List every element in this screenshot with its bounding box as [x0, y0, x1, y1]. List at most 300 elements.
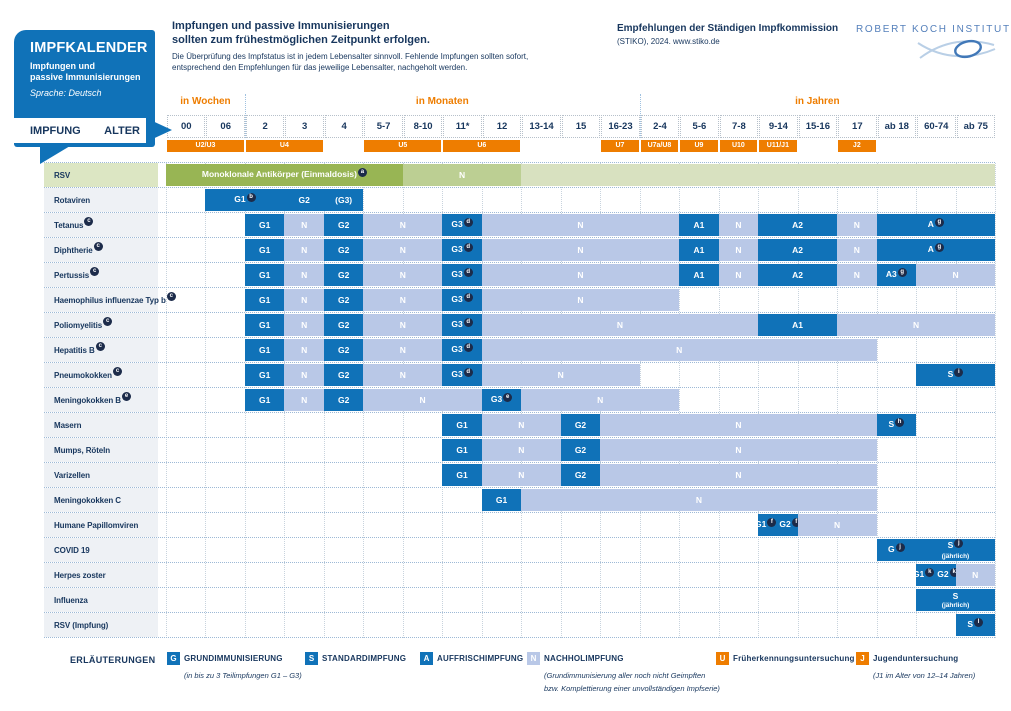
vaccine-bar-segment	[482, 339, 877, 361]
row-label-diphtherie: Diphtherie c	[44, 238, 158, 262]
dose-text: N	[458, 170, 466, 180]
vaccine-dose-label	[363, 364, 442, 386]
vaccine-dose-label	[482, 464, 561, 486]
checkup-J2: J2	[838, 140, 875, 152]
vaccine-dose-label	[877, 264, 916, 286]
vaccine-dose-label	[482, 264, 679, 286]
dose-text: A2	[792, 270, 804, 280]
vaccine-bar-segment	[877, 414, 916, 436]
dose-text: N	[301, 320, 308, 330]
vaccine-bar-segment	[284, 389, 323, 411]
vaccine-dose-label	[521, 489, 876, 511]
row-label-rsv-impfung-: RSV (Impfung)	[44, 613, 158, 637]
row-label-pertussis: Pertussis c	[44, 263, 158, 287]
vaccine-bar-segment	[877, 539, 995, 561]
vaccine-dose-label	[561, 414, 600, 436]
footnote-badge-d: d	[464, 243, 473, 252]
dose-text: N	[912, 320, 920, 330]
vaccine-dose-label	[284, 264, 323, 286]
footnote-badge-f: f	[767, 518, 776, 527]
age-column-11*: 11*	[443, 115, 481, 138]
dose-text: N	[597, 395, 604, 405]
vaccine-dose-label	[324, 314, 363, 336]
vaccine-dose-label	[719, 264, 758, 286]
footnote-badge-d: d	[464, 368, 473, 377]
age-section-label: in Monaten	[415, 96, 469, 107]
row-separator	[44, 188, 995, 213]
vaccine-bar-segment	[442, 214, 481, 236]
footnote-badge-d: d	[464, 218, 473, 227]
legend-label-G: GRUNDIMMUNISIERUNG	[184, 654, 283, 663]
vaccine-bar-segment	[837, 314, 995, 336]
vaccine-dose-label	[758, 239, 837, 261]
dose-text: N	[972, 570, 979, 580]
dose-text: S l	[967, 619, 983, 631]
vaccine-bar-segment	[561, 439, 600, 461]
dose-text: G2 f	[779, 519, 800, 531]
vaccine-dose-label	[837, 314, 995, 336]
vaccine-dose-label	[403, 164, 521, 186]
vaccine-dose-label	[482, 364, 640, 386]
vaccine-dose-label	[482, 314, 758, 336]
checkup-U4: U4	[246, 140, 323, 152]
vaccine-dose-label	[284, 214, 323, 236]
vaccine-bar-segment	[679, 214, 718, 236]
age-column-ab-18: ab 18	[878, 115, 916, 138]
vaccine-bar-segment	[284, 239, 323, 261]
vaccine-dose-label	[284, 189, 323, 211]
age-column-8-10: 8-10	[404, 115, 442, 138]
vaccine-bar-segment	[324, 214, 363, 236]
footnote-badge-d: d	[464, 293, 473, 302]
dose-text: N	[518, 445, 525, 455]
vaccine-dose-label	[245, 289, 284, 311]
footnote-badge-c: c	[96, 342, 105, 351]
dose-text: N	[577, 295, 584, 305]
vaccine-bar-segment	[442, 264, 481, 286]
vaccine-dose-label	[324, 189, 363, 211]
vaccine-bar-segment	[758, 264, 837, 286]
footnote-badge-b: b	[247, 193, 256, 202]
dose-text: G3 d	[451, 244, 472, 256]
legend-label-S: STANDARDIMPFUNG	[322, 654, 407, 663]
vaccine-bar-segment	[245, 364, 284, 386]
vaccine-bar-segment	[284, 214, 323, 236]
checkup-U11-J1: U11/J1	[759, 140, 796, 152]
vaccine-dose-label	[482, 439, 561, 461]
vaccine-bar-segment	[877, 264, 916, 286]
vaccine-bar-segment	[442, 464, 481, 486]
vaccine-dose-label	[284, 239, 323, 261]
dose-text: G1 f	[755, 519, 776, 531]
vaccine-dose-label	[956, 614, 995, 636]
vaccine-dose-label	[284, 389, 323, 411]
vaccine-dose-label	[482, 239, 679, 261]
dose-text: N	[834, 520, 841, 530]
dose-text: N	[695, 495, 702, 505]
legend-sublabel-J: (J1 im Alter von 12–14 Jahren)	[873, 671, 976, 680]
vaccine-dose-label	[284, 339, 323, 361]
vaccine-dose-label	[166, 164, 403, 186]
vaccine-dose-label	[363, 214, 442, 236]
age-column-17: 17	[838, 115, 876, 138]
dose-text: G3 d	[451, 344, 472, 356]
legend-label-J: Jugenduntersuchung	[873, 654, 959, 663]
vaccine-dose-label	[442, 339, 481, 361]
footnote-badge-c: c	[113, 367, 122, 376]
vaccine-dose-label	[719, 214, 758, 236]
dose-text: N	[577, 245, 584, 255]
vaccine-dose-label	[442, 264, 481, 286]
vaccine-bar-segment	[245, 214, 284, 236]
age-column-00: 00	[167, 115, 205, 138]
dose-text: N	[577, 220, 584, 230]
age-column-5-6: 5-6	[680, 115, 718, 138]
vaccine-bar-segment	[956, 614, 995, 636]
row-label-haemophilus-influenzae-typ-b: Haemophilus influenzae Typ b c	[44, 288, 158, 312]
vaccine-bar-segment	[284, 264, 323, 286]
vaccine-bar-segment	[363, 364, 442, 386]
vaccine-dose-label	[442, 364, 481, 386]
footnote-badge-d: d	[464, 318, 473, 327]
legend-key-U: U	[716, 652, 729, 665]
row-label-influenza: Influenza	[44, 588, 158, 612]
footnote-badge-j: j	[954, 539, 963, 548]
vaccine-bar-segment	[758, 239, 837, 261]
vaccine-bar-segment	[205, 189, 363, 211]
dose-text: N	[557, 370, 564, 380]
dose-text: G3 d	[451, 294, 472, 306]
vaccine-dose-label	[916, 364, 995, 386]
dose-text: G3 d	[451, 369, 472, 381]
dose-text: N	[853, 245, 860, 255]
row-separator	[44, 563, 995, 588]
row-label-herpes-zoster: Herpes zoster	[44, 563, 158, 587]
vaccine-bar-segment	[245, 339, 284, 361]
impfung-label: IMPFUNG	[30, 124, 81, 137]
vaccine-bar-segment	[482, 364, 640, 386]
dose-text: G2	[337, 320, 350, 330]
vaccine-bar-segment	[679, 264, 718, 286]
dose-text: G2	[337, 245, 350, 255]
vaccine-dose-label	[798, 514, 877, 536]
vaccine-bar-segment	[482, 414, 561, 436]
vaccine-bar-segment	[837, 214, 876, 236]
vaccine-dose-label	[245, 364, 284, 386]
vaccine-bar-segment	[363, 314, 442, 336]
age-column-12: 12	[483, 115, 521, 138]
footnote-badge-g: g	[898, 268, 907, 277]
vaccine-dose-label	[600, 414, 876, 436]
dose-subtext: (jährlich)	[941, 602, 970, 609]
vaccine-dose-label	[324, 364, 363, 386]
vaccine-dose-label	[482, 389, 521, 411]
dose-text: G1	[456, 470, 468, 480]
row-label-rsv: RSV	[44, 163, 158, 187]
dose-text: G1	[259, 270, 271, 280]
vaccine-bar-segment	[912, 564, 956, 586]
age-column-7-8: 7-8	[720, 115, 758, 138]
vaccine-dose-label	[719, 239, 758, 261]
vaccine-dose-label	[679, 239, 718, 261]
dose-text: N	[577, 270, 584, 280]
vaccine-dose-label	[245, 339, 284, 361]
legend-label-U: Früherkennungsuntersuchung	[733, 654, 855, 663]
dose-text: G2	[298, 195, 310, 205]
vaccine-bar-segment	[482, 264, 679, 286]
footnote-badge-c: c	[94, 242, 103, 251]
vaccine-bar-segment	[956, 564, 995, 586]
vaccine-bar-segment	[245, 239, 284, 261]
age-column-06: 06	[206, 115, 244, 138]
stiko-credit: Empfehlungen der Ständigen Impfkommission (STIKO), 2024. www.stiko.de	[617, 23, 839, 46]
vaccine-dose-label	[324, 264, 363, 286]
vaccine-bar-segment	[758, 314, 837, 336]
vaccine-bar-segment	[482, 239, 679, 261]
vaccine-dose-label	[679, 214, 718, 236]
age-column-3: 3	[285, 115, 323, 138]
dose-text: G3 d	[451, 269, 472, 281]
footnote-badge-k: k	[925, 568, 934, 577]
row-label-meningokokken-b: Meningokokken B e	[44, 388, 158, 412]
intro-text: Impfungen und passive Immunisierungen sollten zum frühestmöglichen Zeitpunkt erfolgen. Die Überprüfung des Impfstatus ist in jedem Lebensalter sinnvoll. Fehlende Impfungen sollten sofort, entsprechend den Empfehlungen für das jeweilige Lebensalter, nachgeholt werden.	[172, 20, 529, 72]
legend-title: ERLÄUTERUNGEN	[70, 655, 156, 665]
footnote-badge-k: k	[950, 568, 959, 577]
vaccine-dose-label	[837, 214, 876, 236]
footnote-badge-c: c	[84, 217, 93, 226]
legend-key-N: N	[527, 652, 540, 665]
vaccine-bar-segment	[284, 364, 323, 386]
dose-text: G2	[337, 295, 350, 305]
vaccine-dose-label	[324, 339, 363, 361]
vaccine-bar-segment	[284, 339, 323, 361]
dose-text: G3 d	[451, 319, 472, 331]
row-label-varizellen: Varizellen	[44, 463, 158, 487]
dose-text: G1	[456, 445, 468, 455]
footnote-badge-c: c	[90, 267, 99, 276]
dose-text: G1	[495, 495, 508, 505]
dose-text: N	[853, 220, 860, 230]
vaccine-bar-segment	[719, 239, 758, 261]
vaccine-dose-label	[324, 389, 363, 411]
vaccine-bar-segment	[758, 214, 837, 236]
footnote-badge-h: h	[895, 418, 904, 427]
age-column-15-16: 15-16	[799, 115, 837, 138]
dose-text: G2	[337, 370, 350, 380]
row-label-mumps-r-teln: Mumps, Röteln	[44, 438, 158, 462]
vaccine-dose-label	[600, 464, 876, 486]
dose-text: G1	[259, 245, 271, 255]
vaccine-bar-segment	[284, 289, 323, 311]
dose-text: A2	[792, 220, 804, 230]
vaccine-dose-label	[324, 239, 363, 261]
vaccine-bar-segment	[166, 164, 403, 186]
vaccine-bar-segment	[837, 264, 876, 286]
row-label-meningokokken-c: Meningokokken C	[44, 488, 158, 512]
dose-text: A1	[693, 270, 705, 280]
legend-label-N: NACHHOLIMPFUNG	[544, 654, 624, 663]
vaccine-bar-segment	[442, 314, 481, 336]
dose-text: G3 e	[491, 394, 512, 406]
dose-text: A3 g	[886, 269, 907, 281]
poster-subtitle: Impfungen und passive Immunisierungen	[30, 61, 141, 82]
dose-text: G2	[574, 420, 587, 430]
vaccine-bar-segment	[442, 364, 481, 386]
footnote-badge-c: c	[103, 317, 112, 326]
age-column-2-4: 2-4	[641, 115, 679, 138]
vaccine-bar-segment	[363, 389, 481, 411]
dose-text: Monoklonale Antikörper (Einmaldosis) a	[202, 169, 367, 181]
vaccine-dose-label	[284, 289, 323, 311]
vaccine-bar-segment	[245, 264, 284, 286]
legend-key-G: G	[167, 652, 180, 665]
vaccine-dose-label	[363, 289, 442, 311]
vaccine-dose-label	[758, 264, 837, 286]
dose-text: S h	[888, 419, 904, 431]
vaccine-bar-segment	[521, 389, 679, 411]
checkup-U7: U7	[601, 140, 638, 152]
dose-text: G2	[337, 345, 350, 355]
age-section-label: in Wochen	[180, 96, 231, 107]
vaccine-dose-label	[442, 214, 481, 236]
vaccine-bar-segment	[837, 239, 876, 261]
age-column-9-14: 9-14	[759, 115, 797, 138]
dose-text: N	[735, 420, 742, 430]
dose-text: A g	[928, 219, 944, 231]
age-column-2: 2	[246, 115, 284, 138]
vaccine-dose-label	[561, 439, 600, 461]
vaccine-bar-segment	[442, 439, 481, 461]
vaccine-bar-segment	[442, 239, 481, 261]
vaccine-dose-label	[482, 289, 679, 311]
dose-text: N	[676, 345, 683, 355]
dose-text: N	[301, 245, 308, 255]
vaccine-bar-segment	[521, 489, 876, 511]
dose-text: G1	[456, 420, 468, 430]
vaccine-dose-label	[837, 264, 876, 286]
vaccine-bar-segment	[245, 314, 284, 336]
vaccine-bar-segment	[363, 214, 442, 236]
vaccine-bar-segment	[482, 389, 521, 411]
legend-key-A: A	[420, 652, 433, 665]
row-separator	[44, 588, 995, 613]
vaccine-bar-segment	[916, 264, 995, 286]
dose-text: N	[399, 295, 406, 305]
vaccine-bar-segment	[363, 239, 442, 261]
row-label-masern: Masern	[44, 413, 158, 437]
vaccine-bar-segment	[324, 264, 363, 286]
vaccine-bar-segment	[284, 314, 323, 336]
footnote-badge-f: f	[792, 518, 801, 527]
impfung-alter-band	[14, 118, 146, 143]
vaccine-bar-segment	[798, 514, 877, 536]
row-label-humane-papillomviren: Humane Papillomviren	[44, 513, 158, 537]
vaccine-bar-segment	[324, 289, 363, 311]
vaccine-bar-segment	[442, 414, 481, 436]
dose-text: N	[399, 370, 406, 380]
vaccine-bar-segment	[324, 364, 363, 386]
dose-text: N	[735, 470, 742, 480]
vaccine-dose-label	[363, 264, 442, 286]
dose-text: G1 k	[913, 569, 934, 581]
legend-label-A: AUFFRISCHIMPFUNG	[437, 654, 524, 663]
vaccine-bar-segment	[482, 314, 758, 336]
vaccine-dose-label	[363, 239, 442, 261]
vaccine-bar-segment	[561, 464, 600, 486]
dose-text: N	[616, 320, 624, 330]
vaccine-dose-label	[245, 314, 284, 336]
vaccine-bar-segment	[877, 239, 995, 261]
legend-key-J: J	[856, 652, 869, 665]
dose-subtext: (jährlich)	[941, 553, 970, 560]
vaccine-dose-label	[482, 339, 877, 361]
vaccine-dose-label	[245, 264, 284, 286]
dose-text: G1	[259, 395, 271, 405]
dose-text: G3 d	[451, 219, 472, 231]
vaccine-dose-label	[363, 389, 481, 411]
dose-text: G1	[259, 345, 271, 355]
dose-text: A g	[928, 244, 944, 256]
dose-text: N	[518, 470, 525, 480]
vaccine-dose-label	[245, 389, 284, 411]
dose-text: N	[301, 370, 308, 380]
row-separator	[44, 538, 995, 563]
vaccine-bar-segment	[442, 289, 481, 311]
vaccine-dose-label	[561, 464, 600, 486]
vaccine-bar-segment	[916, 589, 995, 611]
dose-text: S	[952, 591, 959, 601]
age-column-15: 15	[562, 115, 600, 138]
dose-text: N	[399, 220, 406, 230]
dose-text: N	[518, 420, 525, 430]
age-section-label: in Jahren	[795, 96, 840, 107]
dose-text: G1	[259, 320, 271, 330]
vaccine-dose-label	[521, 389, 679, 411]
vaccine-bar-segment	[324, 339, 363, 361]
vaccine-dose-label	[758, 214, 837, 236]
dose-text: (G3)	[335, 195, 353, 205]
age-column-4: 4	[325, 115, 363, 138]
vaccine-dose-label	[482, 414, 561, 436]
vaccine-bar-segment	[324, 389, 363, 411]
vaccine-dose-label	[912, 564, 956, 586]
dose-text: S i	[948, 369, 964, 381]
dose-text: A1	[693, 245, 705, 255]
checkup-U10: U10	[720, 140, 757, 152]
vaccine-dose-label	[324, 214, 363, 236]
row-label-pneumokokken: Pneumokokken c	[44, 363, 158, 387]
vaccine-bar-segment	[363, 339, 442, 361]
age-column-5-7: 5-7	[364, 115, 402, 138]
footnote-badge-c: c	[167, 292, 176, 301]
vaccine-dose-label	[245, 239, 284, 261]
row-label-hepatitis-b: Hepatitis B c	[44, 338, 158, 362]
vaccine-dose-label	[758, 314, 837, 336]
vaccine-dose-label	[442, 439, 481, 461]
vaccine-dose-label	[442, 289, 481, 311]
dose-text: N	[735, 270, 742, 280]
vaccine-dose-label	[877, 414, 916, 436]
footnote-badge-g: g	[935, 218, 944, 227]
dose-text: G2	[337, 220, 350, 230]
dose-text: N	[301, 395, 308, 405]
vaccine-bar-segment	[245, 389, 284, 411]
rki-logo-text: ROBERT KOCH INSTITUT	[856, 24, 1011, 35]
vaccine-bar-segment	[600, 464, 876, 486]
vaccine-bar-segment	[363, 264, 442, 286]
vaccine-bar-segment	[719, 214, 758, 236]
footnote-badge-e: e	[122, 392, 131, 401]
